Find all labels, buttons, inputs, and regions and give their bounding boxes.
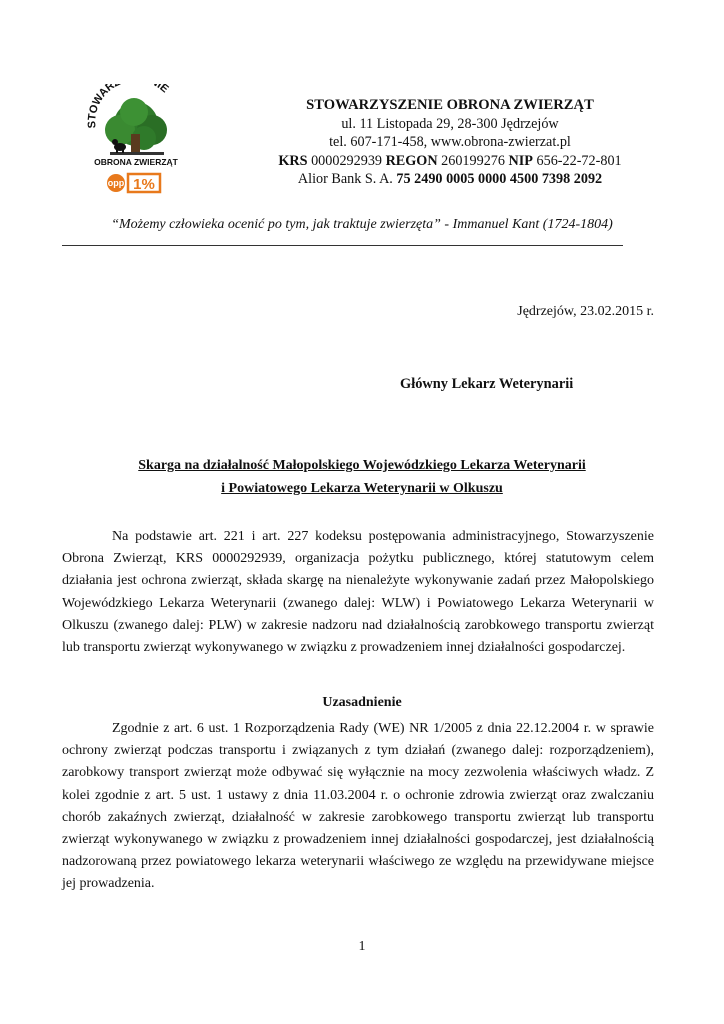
organization-name: STOWARZYSZENIE OBRONA ZWIERZĄT [306,97,594,113]
subject-line-1: Skarga na działalność Małopolskiego Wojewódzkiego Lekarza Weterynarii [138,458,586,473]
logo-arc-text: STOWAR IE [86,84,171,129]
logo-name-text: OBRONA ZWIERZĄT [94,157,178,167]
paragraph-text: Zgodnie z art. 6 ust. 1 Rozporządzenia Rady (WE) NR 1/2005 z dnia 22.12.2004 r. w sprawie ochrony zwierząt podczas transportu i związanych z tym działań (zwanego dalej: rozporządzeniem), zarobkowy transport zwierząt może odbywać się wyłącznie na mocy zezwolenia właściwych władz. Z kolei zgodnie z art. 5 ust. 1 ustawy z dnia 11.03.2004 r. o ochronie zdrowia zwierząt oraz zwalczaniu chorób zakaźnych zwierząt, działalność w zakresie zarobkowego transportu zwierząt lub transportu zwierząt wykonywanego w związku z prowadzeniem innej działalności gospodarczej, jest działalnością nadzorowaną przez powiatowego lekarza weterynarii właściwego ze względu na przewidywane miejsce jej prowadzenia. [62,721,654,892]
organization-contact: tel. 607-171-458, www.obrona-zwierzat.pl [329,134,571,150]
subject-line-2: i Powiatowego Lekarza Weterynarii w Olkuszu [221,480,503,496]
registration-numbers [190,152,710,171]
justification-heading: Uzasadnienie [322,695,402,710]
organization-logo [84,84,188,196]
letter-date: Jędrzejów, 23.02.2015 r. [517,304,654,319]
letter-subject [62,455,662,500]
bank-name: Alior Bank S. A. [297,171,393,187]
regon-label: REGON [385,152,438,169]
krs-value: 0000292939 [311,152,383,169]
tree-logo-graphic [84,84,188,196]
regon-value: 260199276 [441,152,505,169]
body-paragraph-2 [62,718,654,896]
krs-label: KRS [278,152,308,169]
bank-account: 75 2490 0005 0000 4500 7398 2092 [396,171,603,187]
paragraph-text: Na podstawie art. 221 i art. 227 kodeksu postępowania administracyjnego, Stowarzyszenie Obrona Zwierząt, KRS 0000292939, organizacja pożytku publicznego, której statutowym celem działania jest ochrona zwierząt, składa skargę na nienależyte wykonywanie zadań przez Małopolskiego Wojewódzkiego Lekarza Weterynarii (zwanego dalej: WLW) i Powiatowego Lekarza Weterynarii w Olkuszu (zwanego dalej: PLW) w zakresie nadzoru nad działalnością zarobkowego transportu zwierząt lub transportu zwierząt wykonywanego w związku z prowadzeniem innej działalności gospodarczej. [62,529,654,656]
svg-text:opp: opp [107,178,125,188]
opp-badge [107,174,160,193]
recipient: Główny Lekarz Weterynarii [400,376,574,392]
motto-quote: “Możemy człowieka ocenić po tym, jak traktuje zwierzęta” - Immanuel Kant (1724-1804) [111,217,613,232]
nip-value: 656-22-72-801 [536,152,622,169]
header-divider [62,245,623,246]
organization-address: ul. 11 Listopada 29, 28-300 Jędrzejów [341,115,559,132]
nip-label: NIP [508,152,533,169]
body-paragraph-1 [62,526,654,659]
bank-details [190,170,710,189]
svg-text:1%: 1% [133,176,155,193]
letterhead [190,96,710,189]
page-number: 1 [358,939,366,954]
